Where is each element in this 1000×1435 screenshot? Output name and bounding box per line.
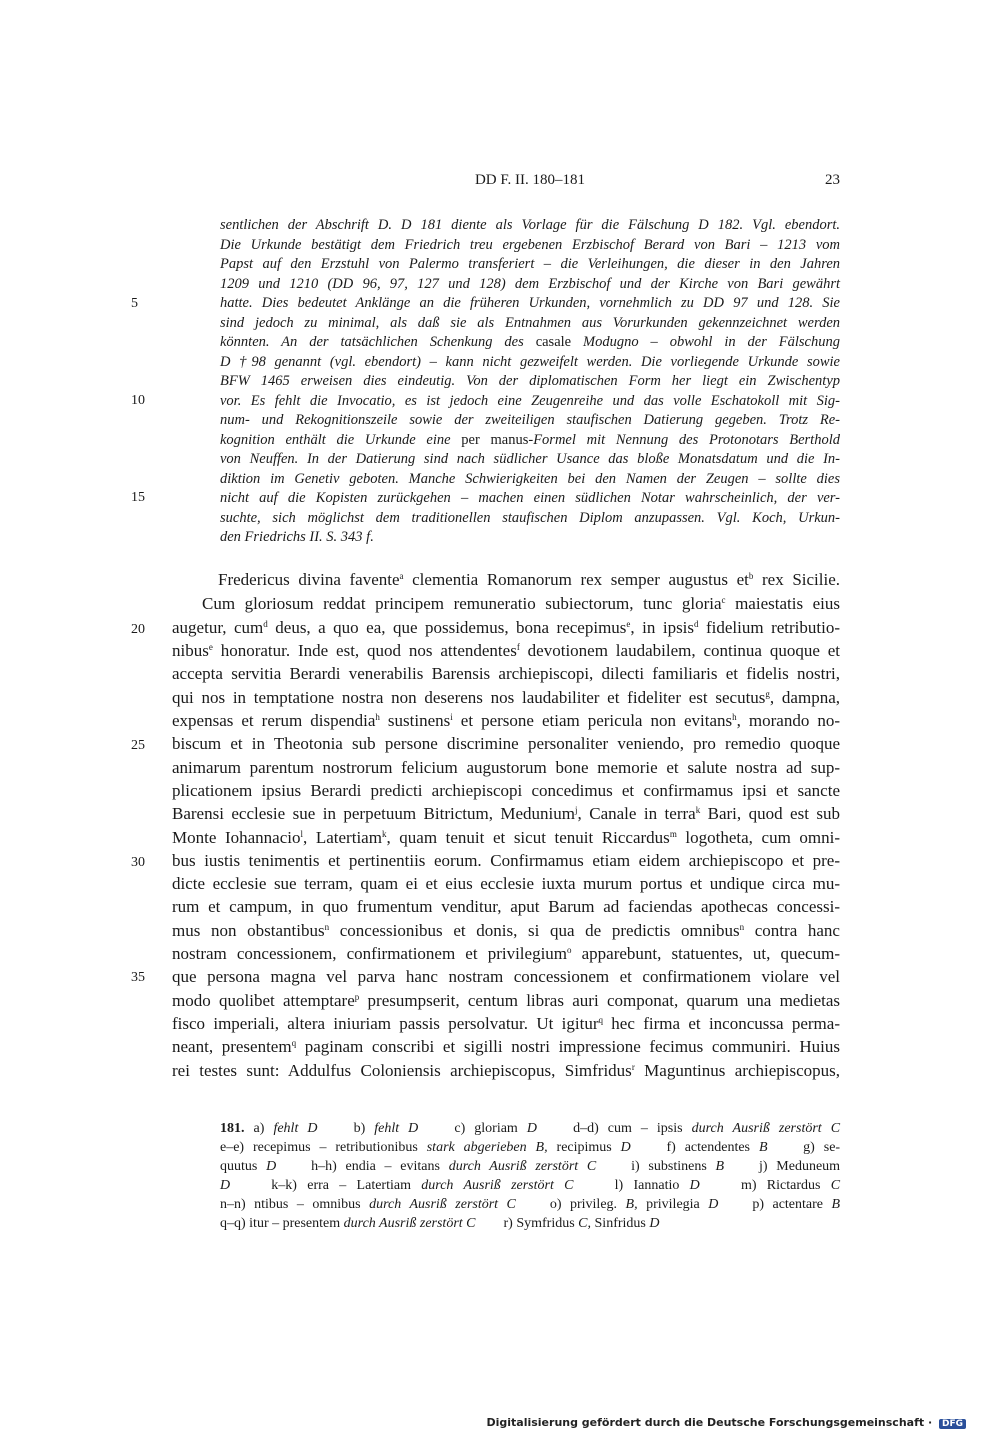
footnote-line: n–n) ntibus – omnibus durch Ausriß zerstört C o) privileg. B, privilegia D p) actentare B [220,1197,841,1212]
charter-line: qui nos in temptatione nostra non deserens nos laudabiliter et fideliter est secutus$^g$, dampna, [172,688,840,707]
charter-line: Barensi ecclesie sue in perpetuum Bitrictum, Medunium$^j$, Canale in terra$^k$ Bari, quod est sub [172,804,840,823]
charter-line: que persona magna vel parva hanc nostram concessionem et confirmationem violare vel [172,967,840,986]
charter-line: nostram concessionem, confirmationem et privilegium$^o$ apparebunt, statuentes, ut, quecum- [172,944,840,963]
dfg-logo: DFG [939,1419,966,1429]
commentary-line: Papst auf den Erzstuhl von Palermo transferiert – die Verleihungen, die dieser in den Jahren [220,256,840,272]
commentary-line: 1209 und 1210 (DD 96, 97, 127 und 128) dem Erzbischof und der Kirche von Bari gewährt [220,276,840,292]
footnote-line: e–e) recepimus – retributionibus stark abgerieben B, recipimus D f) actendentes B g) se- [220,1140,841,1155]
charter-line: Fredericus divina favente$^a$ clementia Romanorum rex semper augustus $et^b$ rex Sicilie. [218,570,841,589]
line-number: 15 [131,490,145,505]
charter-line: augetur, cum$^d$ deus, a quo ea, que possidemus, bona recepimus$^e$, in ipsis$^d$ fidelium retributio- [172,618,840,637]
commentary-line: sind jedoch zu minimal, als daß sie als Entnahmen aus Vorurkunden gekennzeichnet werden [220,315,840,331]
commentary-line: diktion im Genetiv geboten. Manche Schwierigkeiten bei den Namen der Zeugen – sollte dies [220,471,840,487]
commentary-line: num- und Rekognitionszeile sowie der zweiteiligen staufischen Datierung gegeben. Trotz Re- [220,412,840,428]
charter-line: dicte ecclesie sue terram, quam ei et eius ecclesie iuxta murum portus et undique circa mu- [172,874,840,893]
line-number: 10 [131,393,145,408]
footnote-line: q–q) itur – presentem durch Ausriß zerstört C r) Symfridus C, Sinfridus D [220,1216,660,1231]
running-title: DD F. II. 180–181 [474,172,586,188]
commentary-line: BFW 1465 erweisen dies eindeutig. Von der diplomatischen Form her liegt ein Zwischentyp [220,373,840,389]
funding-text: Digitalisierung gefördert durch die Deutsche Forschungsgemeinschaft · [486,1416,933,1429]
line-number: 20 [131,622,145,637]
line-number: 25 [131,738,145,753]
line-number: 30 [131,855,145,870]
charter-line: neant, presentem$^q$ paginam conscribi et sigilli nostri impressione fecimus communiri. Huius [172,1037,840,1056]
page-number: 23 [825,172,840,188]
charter-line: animarum parentum nostrorum felicium augustorum bone memorie et salute nostra ad sup- [172,758,840,777]
charter-line: biscum et in Theotonia sub persone discrimine personaliter veniendo, pro remedio quoque [172,734,840,753]
commentary-line: den Friedrichs II. S. 343 f. [220,529,374,545]
line-number: 35 [131,970,145,985]
commentary-line: Die Urkunde bestätigt dem Friedrich treu ergebenen Erzbischof Berard von Bari – 1213 vom [220,237,840,253]
commentary-line: vor. Es fehlt die Invocatio, es ist jedoch eine Zeugenreihe und das volle Eschatokoll mit Sig- [220,393,840,409]
commentary-line: hatte. Dies bedeutet Anklänge an die früheren Urkunden, vornehmlich zu DD 97 und 128. Sie [220,295,840,311]
charter-line: plicationem ipsius Berardi predicti archiepiscopi concedimus et confirmamus ipsi et sancte [172,781,840,800]
charter-line: mus non obstantibus$^n$ concessionibus et donis, si qua de predictis omnibus$^n$ contra hanc [172,921,840,940]
charter-line: nibus$^e$ honoratur. Inde est, quod nos attendentes$^f$ devotionem laudabilem, continua quoque et [172,641,841,660]
charter-line: Monte Iohannacio$^l$, Latertiam$^k$, quam tenuit et sicut tenuit Riccardus$^m$ logotheta, cum omni- [172,828,840,847]
commentary-line: könnten. An der tatsächlichen Schenkung des casale Modugno – obwohl in der Fälschung [220,334,840,350]
funding-footer [486,1416,966,1429]
charter-line: accepta servitia Berardi venerabilis Barensis archiepiscopi, dilecti familiaris et fidelis nostri, [172,664,840,683]
commentary-line: D †98 genannt (vgl. ebendort) – kann nicht gezweifelt werden. Die vorliegende Urkunde sowie [220,354,840,370]
footnote-line: quutus D h–h) endia – evitans durch Ausriß zerstört C i) substinens B j) Meduneum [220,1159,841,1174]
charter-line: rei testes sunt: Addulfus Coloniensis archiepiscopus, Simfridus$^r$ Maguntinus archiepiscopus, [172,1061,841,1080]
charter-line: expensas et rerum dispendia$^h$ sustinens$^i$ et persone etiam pericula non evitans$^h$, morando no- [172,711,841,730]
charter-line: rum et campum, in quo frumentum venditur, aput Barum ad faciendas apothecas concessi- [172,897,840,916]
charter-line: fisco imperiali, altera iniuriam passis persolvatur. Ut igitur$^q$ hec firma et inconcussa perma- [172,1014,840,1033]
commentary-line: sentlichen der Abschrift D. D 181 diente als Vorlage für die Fälschung D 182. Vgl. ebendort. [220,217,840,233]
charter-line: Cum gloriosum reddat principem remuneratio subiectorum, tunc gloria$^c$ maiestatis eius [202,594,840,613]
commentary-line: kognition enthält die Urkunde eine per manus-Formel mit Nennung des Protonotars Berthold [220,432,840,448]
charter-line: bus iustis tenimentis et pertinentiis eorum. Confirmamus etiam eidem archiepiscopo et pre- [172,851,840,870]
footnote-line: D k–k) erra – Latertiam durch Ausriß zerstört C l) Iannatio D m) Rictardus C [220,1178,841,1193]
commentary-line: nicht auf die Kopisten zurückgehen – machen einen südlichen Notar wahrscheinlich, der ver- [220,490,840,506]
line-number: 5 [131,296,138,311]
commentary-line: suchte, sich möglichst dem traditionellen staufischen Diplom anzupassen. Vgl. Koch, Urkun- [220,510,840,526]
running-header [220,172,840,194]
commentary-line: von Neuffen. In der Datierung sind nach südlicher Usance das bloße Monatsdatum und die In- [220,451,840,467]
charter-line: modo quolibet attemptare$^p$ presumpserit, centum libras auri componat, quarum una medietas [172,991,840,1010]
footnote-line: 181. a) fehlt D b) fehlt D c) gloriam D d–d) cum – ipsis durch Ausriß zerstört C [220,1121,841,1136]
